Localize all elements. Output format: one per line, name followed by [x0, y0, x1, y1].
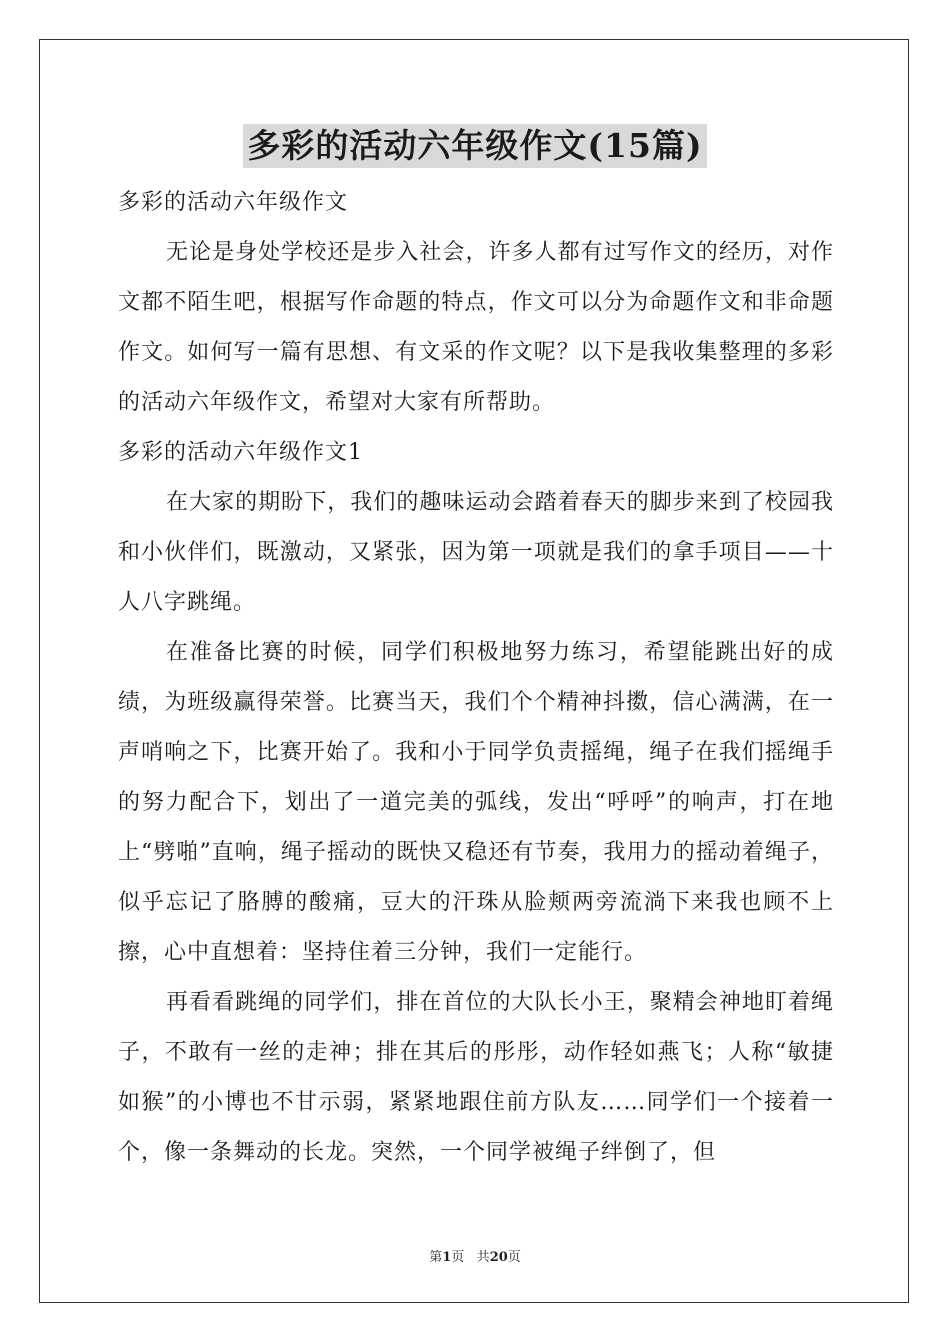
page-footer	[0, 1246, 950, 1265]
body-paragraph: 在准备比赛的时候，同学们积极地努力练习，希望能跳出好的成绩，为班级赢得荣誉。比赛当天，我们个个精神抖擞，信心满满，在一声哨响之下，比赛开始了。我和小于同学负责摇绳，绳子在我们摇绳手的努力配合下，划出了一道完美的弧线，发出“呼呼”的响声，打在地上“劈啪”直响，绳子摇动的既快又稳还有节奏，我用力的摇动着绳子，似乎忘记了胳膊的酸痛，豆大的汗珠从脸颊两旁流淌下来我也顾不上擦，心中直想着：坚持住着三分钟，我们一定能行。	[118, 640, 834, 965]
title-wrap	[0, 124, 950, 168]
section-heading: 多彩的活动六年级作文	[118, 190, 349, 215]
page-number: 1	[442, 1250, 452, 1265]
total-prefix: 共	[476, 1250, 490, 1265]
body-paragraph: 在大家的期盼下，我们的趣味运动会踏着春天的脚步来到了校园我和小伙伴们，既激动，又紧张，因为第一项就是我们的拿手项目——十人八字跳绳。	[118, 490, 834, 615]
page-prefix: 第	[429, 1250, 443, 1265]
document-title: 多彩的活动六年级作文(15篇)	[243, 124, 706, 168]
total-pages: 20	[489, 1250, 508, 1265]
body-paragraph: 再看看跳绳的同学们，排在首位的大队长小王，聚精会神地盯着绳子，不敢有一丝的走神；排在其后的彤彤，动作轻如燕飞；人称“敏捷如猴”的小博也不甘示弱，紧紧地跟住前方队友……同学们一个接着一个，像一条舞动的长龙。突然，一个同学被绳子绊倒了，但	[118, 990, 834, 1165]
total-suffix: 页	[507, 1250, 521, 1265]
body-paragraph: 无论是身处学校还是步入社会，许多人都有过写作文的经历，对作文都不陌生吧，根据写作命题的特点，作文可以分为命题作文和非命题作文。如何写一篇有思想、有文采的作文呢？以下是我收集整理的多彩的活动六年级作文，希望对大家有所帮助。	[118, 240, 834, 415]
page-suffix: 页	[451, 1250, 465, 1265]
section-heading: 多彩的活动六年级作文1	[118, 440, 363, 465]
document-body	[118, 178, 834, 1178]
